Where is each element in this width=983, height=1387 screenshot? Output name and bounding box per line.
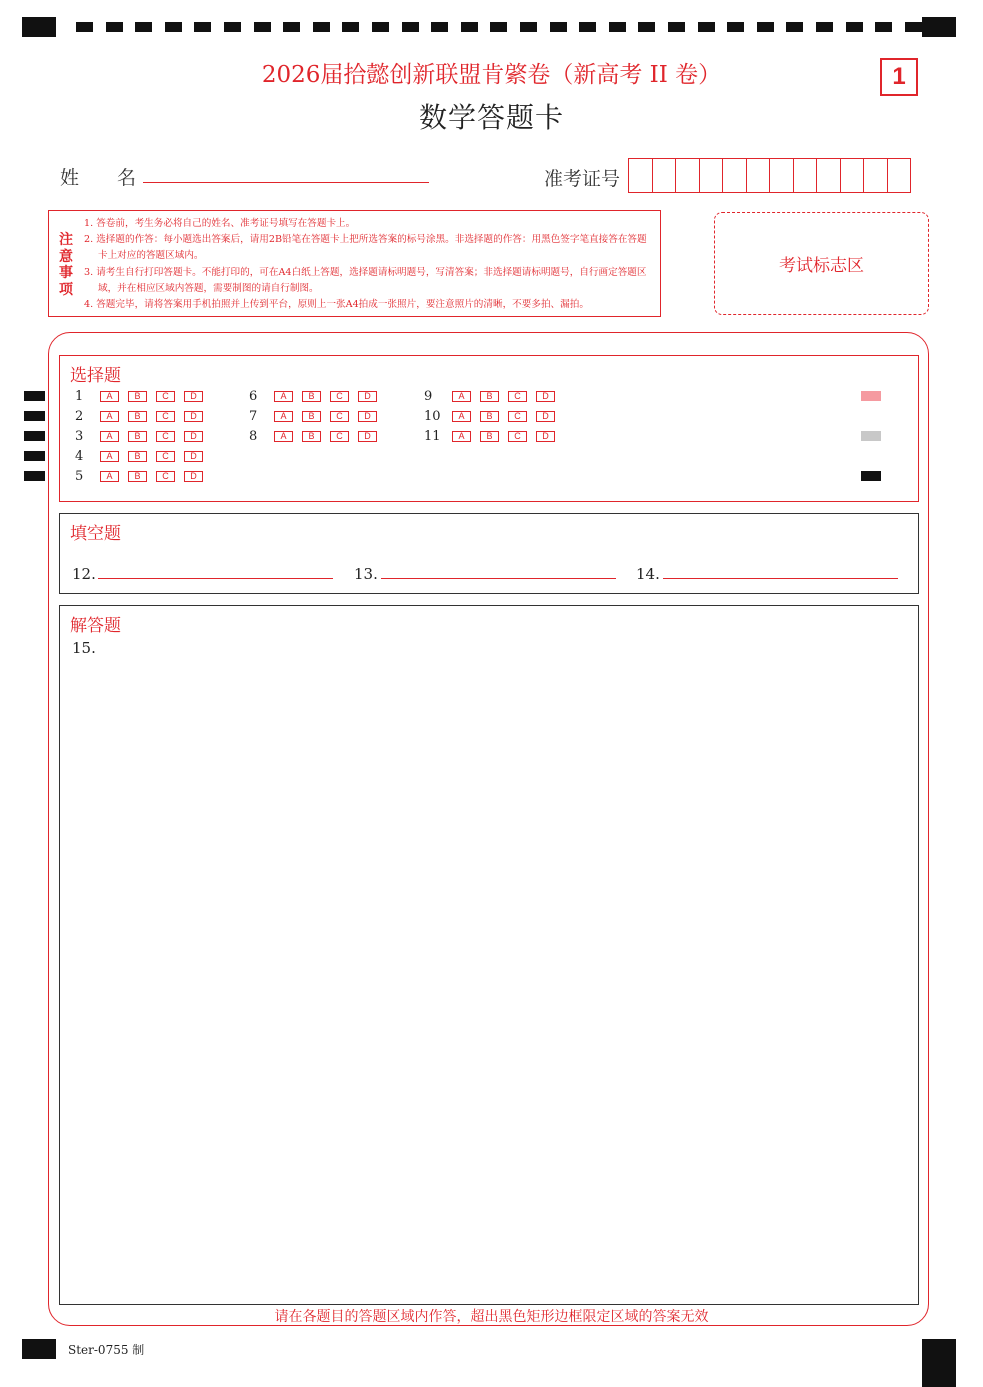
fill-section <box>59 513 919 594</box>
timing-dash <box>431 22 448 32</box>
timing-dash <box>106 22 123 32</box>
answer-heading: 解答题 <box>70 616 121 636</box>
question-number: 10 <box>424 409 441 424</box>
option-bubble[interactable]: A <box>274 431 293 442</box>
footer-warning: 请在各题目的答题区域内作答，超出黑色矩形边框限定区域的答案无效 <box>274 1309 709 1325</box>
option-bubble[interactable]: D <box>184 471 203 482</box>
option-bubble[interactable]: D <box>536 431 555 442</box>
color-mark-black <box>861 471 881 481</box>
color-mark-gray <box>861 431 881 441</box>
option-bubble[interactable]: A <box>274 411 293 422</box>
timing-dash <box>579 22 596 32</box>
color-mark-pink <box>861 391 881 401</box>
question-number: 3 <box>75 429 84 444</box>
side-mark <box>24 391 45 401</box>
id-digit-cell[interactable] <box>817 159 841 192</box>
timing-dash <box>224 22 241 32</box>
option-bubble[interactable]: B <box>128 411 147 422</box>
fill-answer-line-12[interactable] <box>98 578 333 579</box>
id-label: 准考证号 <box>544 168 621 190</box>
side-mark <box>24 411 45 421</box>
option-bubble[interactable]: A <box>100 391 119 402</box>
question-number: 8 <box>249 429 258 444</box>
option-bubble[interactable]: C <box>330 391 349 402</box>
timing-dash <box>313 22 330 32</box>
option-bubble[interactable]: A <box>100 411 119 422</box>
timing-dash <box>135 22 152 32</box>
timing-dash <box>816 22 833 32</box>
option-bubble[interactable]: A <box>452 431 471 442</box>
option-bubble[interactable]: C <box>508 431 527 442</box>
answer-number-15: 15. <box>72 639 96 657</box>
choice-heading: 选择题 <box>70 366 121 386</box>
corner-mark-bottom-right <box>922 1339 956 1387</box>
timing-dash <box>490 22 507 32</box>
option-bubble[interactable]: B <box>128 471 147 482</box>
option-bubble[interactable]: A <box>100 451 119 462</box>
id-digit-cell[interactable] <box>676 159 700 192</box>
timing-dash <box>875 22 892 32</box>
name-field[interactable] <box>143 182 429 183</box>
timing-dash <box>402 22 419 32</box>
exam-mark-label: 考试标志区 <box>779 256 864 276</box>
side-mark <box>24 431 45 441</box>
option-bubble[interactable]: C <box>156 431 175 442</box>
id-digit-cell[interactable] <box>841 159 864 192</box>
timing-dash <box>698 22 715 32</box>
fill-heading: 填空题 <box>70 524 121 544</box>
option-bubble[interactable]: A <box>274 391 293 402</box>
side-mark <box>24 451 45 461</box>
option-bubble[interactable]: C <box>508 391 527 402</box>
id-digit-cell[interactable] <box>794 159 817 192</box>
option-bubble[interactable]: C <box>156 471 175 482</box>
corner-mark-top-right <box>922 17 956 37</box>
option-bubble[interactable]: C <box>508 411 527 422</box>
option-bubble[interactable]: D <box>184 411 203 422</box>
option-bubble[interactable]: B <box>128 431 147 442</box>
notice-item: 4. 答题完毕，请将答案用手机拍照并上传到平台，原则上一张A4拍成一张照片，要注意照片的清晰，不要多拍、漏拍。 <box>84 299 589 311</box>
fill-answer-line-14[interactable] <box>663 578 898 579</box>
id-digit-cell[interactable] <box>770 159 794 192</box>
page-number: 1 <box>880 58 918 96</box>
corner-mark-bottom-left <box>22 1339 56 1359</box>
timing-dash <box>550 22 567 32</box>
timing-dash <box>846 22 863 32</box>
option-bubble[interactable]: D <box>358 391 377 402</box>
card-subtitle: 数学答题卡 <box>418 101 564 134</box>
option-bubble[interactable]: A <box>452 411 471 422</box>
timing-dash <box>76 22 93 32</box>
timing-dash <box>342 22 359 32</box>
option-bubble[interactable]: A <box>100 471 119 482</box>
timing-dash <box>668 22 685 32</box>
fill-number-12: 12. <box>72 565 96 583</box>
question-number: 5 <box>75 469 84 484</box>
id-digit-cell[interactable] <box>723 159 747 192</box>
option-bubble[interactable]: C <box>330 411 349 422</box>
code-text: Ster-0755 制 <box>68 1343 145 1357</box>
timing-dash <box>372 22 389 32</box>
exam-mark-area <box>714 212 929 315</box>
exam-title: 2026届拾懿创新联盟肯綮卷（新高考 II 卷） <box>261 62 722 88</box>
id-number-grid[interactable] <box>628 158 911 193</box>
option-bubble[interactable]: C <box>330 431 349 442</box>
option-bubble[interactable]: B <box>302 411 321 422</box>
option-bubble[interactable]: B <box>302 431 321 442</box>
option-bubble[interactable]: D <box>358 431 377 442</box>
option-bubble[interactable]: D <box>536 411 555 422</box>
notice-heading: 注意事项 <box>59 232 73 298</box>
timing-dash <box>254 22 271 32</box>
option-bubble[interactable]: B <box>480 431 499 442</box>
timing-dash <box>757 22 774 32</box>
option-bubble[interactable]: D <box>184 431 203 442</box>
option-bubble[interactable]: A <box>100 431 119 442</box>
option-bubble[interactable]: D <box>184 451 203 462</box>
side-mark <box>24 471 45 481</box>
notice-item: 1. 答卷前，考生务必将自己的姓名、准考证号填写在答题卡上。 <box>84 218 356 229</box>
question-number: 9 <box>424 389 433 404</box>
option-bubble[interactable]: C <box>156 451 175 462</box>
id-digit-cell[interactable] <box>700 159 723 192</box>
timing-dash <box>520 22 537 32</box>
timing-dash <box>727 22 744 32</box>
id-digit-cell[interactable] <box>653 159 676 192</box>
question-number: 6 <box>249 389 258 404</box>
option-bubble[interactable]: D <box>536 391 555 402</box>
option-bubble[interactable]: C <box>156 391 175 402</box>
question-number: 4 <box>75 449 84 464</box>
fill-number-13: 13. <box>354 565 378 583</box>
option-bubble[interactable]: D <box>358 411 377 422</box>
question-number: 7 <box>249 409 258 424</box>
id-digit-cell[interactable] <box>864 159 888 192</box>
option-bubble[interactable]: B <box>480 411 499 422</box>
option-bubble[interactable]: B <box>302 391 321 402</box>
answer-section[interactable] <box>59 605 919 1305</box>
timing-dash <box>786 22 803 32</box>
notice-item: 3. 请考生自行打印答题卡。不能打印的，可在A4白纸上答题，选择题请标明题号，写清答案；非选择题请标明题号，自行画定答题区域，并在相应区域内答题，需要制图的请自行制图。 <box>84 266 647 294</box>
fill-answer-line-13[interactable] <box>381 578 616 579</box>
timing-dash <box>165 22 182 32</box>
option-bubble[interactable]: D <box>184 391 203 402</box>
name-label: 姓 名 <box>60 167 137 189</box>
timing-dash <box>638 22 655 32</box>
option-bubble[interactable]: B <box>128 451 147 462</box>
timing-dash <box>461 22 478 32</box>
question-number: 11 <box>424 429 441 444</box>
option-bubble[interactable]: A <box>452 391 471 402</box>
question-number: 1 <box>75 389 84 404</box>
timing-dash <box>283 22 300 32</box>
timing-dash <box>194 22 211 32</box>
corner-mark-top-left <box>22 17 56 37</box>
option-bubble[interactable]: B <box>128 391 147 402</box>
question-number: 2 <box>75 409 84 424</box>
fill-number-14: 14. <box>636 565 660 583</box>
option-bubble[interactable]: B <box>480 391 499 402</box>
notice-item: 2. 选择题的作答：每小题选出答案后，请用2B铅笔在答题卡上把所选答案的标号涂黑。非选择题的作答：用黑色签字笔直接答在答题卡上对应的答题区域内。 <box>84 234 647 262</box>
id-digit-cell[interactable] <box>629 159 653 192</box>
timing-dash <box>609 22 626 32</box>
id-digit-cell[interactable] <box>747 159 770 192</box>
id-digit-cell[interactable] <box>888 159 911 192</box>
option-bubble[interactable]: C <box>156 411 175 422</box>
notice-list <box>84 216 656 313</box>
timing-dash <box>905 22 922 32</box>
